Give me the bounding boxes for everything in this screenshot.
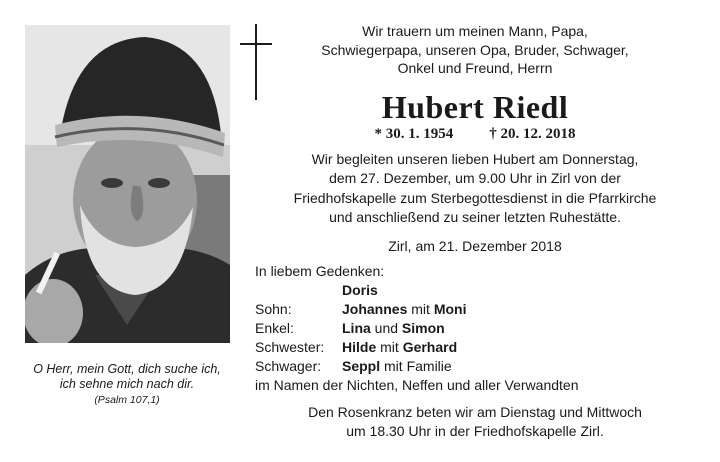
- mourner-row: Schwester: Hilde mit Gerhard: [255, 338, 458, 355]
- psalm-quote: [16, 362, 238, 408]
- intro-line: Schwiegerpapa, unseren Opa, Bruder, Schwager,: [321, 41, 629, 58]
- mourner-role: Schwager:: [255, 357, 322, 374]
- mourner-role: Schwester:: [255, 338, 325, 355]
- rosary-info: [255, 403, 695, 442]
- mourner-role: [255, 281, 342, 300]
- notice-text: [255, 22, 695, 442]
- mourner-name: Hilde: [342, 338, 377, 355]
- announcement-line: Friedhofskapelle zum Sterbegottesdienst in die Pfarrkirche: [293, 189, 657, 206]
- mourner-name: Johannes: [342, 300, 408, 317]
- deceased-name: Hubert Riedl: [381, 88, 569, 125]
- mourner-name: Doris: [342, 281, 378, 298]
- announcement: [255, 150, 695, 228]
- intro-block: [255, 22, 695, 78]
- life-dates: [255, 125, 695, 143]
- mourner-row: Schwager: Seppl mit Familie: [255, 357, 452, 374]
- relatives-line: im Namen der Nichten, Neffen und aller Verwandten: [255, 376, 579, 393]
- mourner-row: [255, 281, 695, 300]
- rosary-line: Den Rosenkranz beten wir am Dienstag und Mittwoch: [308, 403, 642, 420]
- quote-reference: (Psalm 107,1): [94, 394, 160, 406]
- intro-line: Onkel und Freund, Herrn: [397, 60, 553, 77]
- mourner-role: Enkel:: [255, 319, 294, 336]
- announcement-line: dem 27. Dezember, um 9.00 Uhr in Zirl von der: [329, 170, 621, 187]
- mourner-row: Sohn: Johannes mit Moni: [255, 300, 467, 317]
- death-date: † 20. 12. 2018: [489, 125, 576, 142]
- announcement-line: und anschließend zu seiner letzten Ruhestätte.: [329, 209, 621, 226]
- mourner-row: Enkel: Lina und Simon: [255, 319, 445, 336]
- announcement-line: Wir begleiten unseren lieben Hubert am Donnerstag,: [311, 150, 639, 167]
- portrait-photo: [25, 25, 230, 343]
- mourners-list: [255, 262, 695, 395]
- memorial-heading: In liebem Gedenken:: [255, 262, 385, 279]
- birth-date: * 30. 1. 1954: [374, 125, 454, 142]
- mourner-name: Lina: [342, 319, 371, 336]
- mourner-name: Seppl: [342, 357, 381, 374]
- mourner-name: Gerhard: [402, 338, 458, 355]
- place-and-date: Zirl, am 21. Dezember 2018: [388, 237, 562, 254]
- quote-line-1: O Herr, mein Gott, dich suche ich,: [33, 362, 221, 376]
- intro-line: Wir trauern um meinen Mann, Papa,: [362, 23, 588, 39]
- rosary-line: um 18.30 Uhr in der Friedhofskapelle Zirl.: [346, 423, 604, 440]
- mourner-role: Sohn:: [255, 300, 292, 317]
- mourner-name: Simon: [401, 319, 445, 336]
- quote-line-2: ich sehne mich nach dir.: [59, 377, 195, 391]
- mourner-name: Moni: [433, 300, 467, 317]
